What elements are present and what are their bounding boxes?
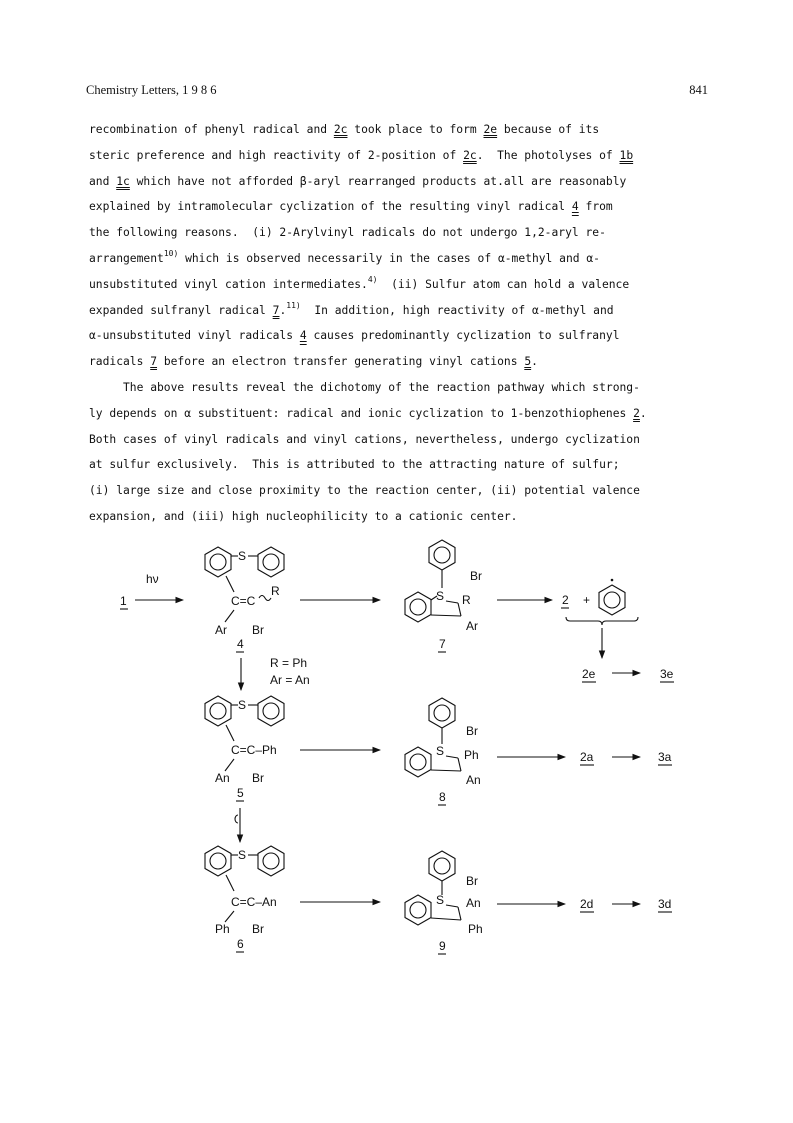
svg-text:S: S: [436, 893, 445, 907]
text-line: steric preference and high reactivity of 2-position of 2c. The photolyses of 1b: [89, 148, 634, 162]
svg-text:An: An: [466, 896, 481, 910]
svg-text:Ph: Ph: [468, 922, 483, 936]
svg-text:S: S: [238, 698, 247, 712]
text-line: The above results reveal the dichotomy of the reaction pathway which strong-: [123, 380, 640, 394]
text-line: recombination of phenyl radical and 2c took place to form 2e because of its: [89, 123, 600, 136]
benzene-ring-icon: [205, 547, 231, 577]
compound-3d-label: 3d: [658, 897, 672, 911]
svg-text:Ar = An: Ar = An: [270, 673, 310, 687]
svg-text:Br: Br: [252, 922, 264, 936]
svg-text:Br: Br: [252, 771, 264, 785]
svg-text:2: 2: [562, 593, 569, 607]
compound-1-label: 1: [120, 594, 127, 608]
compound-5-label: 5: [237, 786, 244, 800]
compound-2e-label: 2e: [582, 667, 596, 681]
benzene-ring-icon: [258, 696, 284, 726]
svg-text:+: +: [583, 593, 591, 607]
svg-text:S: S: [238, 549, 247, 563]
hv-label: hν: [146, 572, 159, 586]
compound-4-label: 4: [237, 637, 244, 651]
page-number: 841: [689, 83, 708, 97]
text-line: radicals 7 before an electron transfer generating vinyl cations 5.: [89, 355, 538, 369]
vinyl-cation: C=C–An: [231, 895, 277, 909]
svg-text:Ph: Ph: [464, 748, 479, 762]
text-line: the following reasons. (i) 2-Arylvinyl radicals do not undergo 1,2-aryl re-: [89, 226, 606, 240]
svg-text:An: An: [215, 771, 230, 785]
text-line: α-unsubstituted vinyl radicals 4 causes predominantly cyclization to sulfranyl: [89, 329, 620, 343]
phenyl-radical-icon: [599, 585, 625, 615]
svg-text:R: R: [462, 593, 471, 607]
compound-9-label: 9: [439, 939, 446, 953]
svg-text:An: An: [466, 773, 481, 787]
text-line: at sulfur exclusively. This is attributed to the attracting nature of sulfur;: [89, 458, 620, 472]
text-line: and 1c which have not afforded β-aryl rearranged products at.all are reasonably: [89, 174, 627, 188]
text-line: (i) large size and close proximity to the reaction center, (ii) potential valence: [89, 484, 640, 498]
vinyl-cation: C=C–Ph: [231, 743, 277, 757]
benzene-ring-icon: [258, 547, 284, 577]
svg-text:R = Ph: R = Ph: [270, 656, 308, 670]
text-line: expansion, and (iii) high nucleophilicity to a cationic center.: [89, 509, 518, 523]
compound-7-label: 7: [439, 637, 446, 651]
svg-text:Br: Br: [466, 874, 478, 888]
svg-text:Br: Br: [252, 623, 264, 637]
benzene-ring-icon: [405, 592, 431, 622]
svg-text:S: S: [238, 848, 247, 862]
svg-text:Br: Br: [466, 724, 478, 738]
compound-2d-label: 2d: [580, 897, 594, 911]
citation: 4): [367, 274, 378, 284]
compound-8-label: 8: [439, 790, 446, 804]
svg-text:S: S: [436, 744, 445, 758]
compound-6-label: 6: [237, 937, 244, 951]
svg-text:Ph: Ph: [215, 922, 230, 936]
text-line: arrangement$^{10)}$ which is observed necessarily in the cases of α-methyl and α-: [89, 248, 600, 265]
benzene-ring-icon: [429, 540, 455, 570]
text-line: ly depends on α substituent: radical and ionic cyclization to 1-benzothiophenes 2.: [89, 406, 647, 420]
compound-3a-label: 3a: [658, 750, 672, 764]
compound-2a-label: 2a: [580, 750, 594, 764]
svg-text:Ar: Ar: [215, 623, 227, 637]
benzene-ring-icon: [258, 846, 284, 876]
text-line: explained by intramolecular cyclization of the resulting vinyl radical 4 from: [89, 200, 613, 214]
text-line: unsubstituted vinyl cation intermediates.$^{4)}$ (ii) Sulfur atom can hold a valence: [89, 274, 630, 291]
benzene-ring-icon: [205, 846, 231, 876]
benzene-ring-icon: [429, 851, 455, 881]
vinyl-cc: C=C: [231, 594, 256, 608]
citation: 10): [163, 248, 179, 258]
benzene-ring-icon: [205, 696, 231, 726]
svg-text:Br: Br: [470, 569, 482, 583]
compound-3e-label: 3e: [660, 667, 674, 681]
citation: 11): [286, 300, 301, 310]
svg-text:Ar: Ar: [466, 619, 478, 633]
benzene-ring-icon: [405, 895, 431, 925]
benzene-ring-icon: [429, 698, 455, 728]
journal-name: Chemistry Letters, 1 9 8 6: [86, 83, 217, 97]
svg-text:R: R: [271, 584, 280, 598]
benzene-ring-icon: [405, 747, 431, 777]
text-line: Both cases of vinyl radicals and vinyl cations, nevertheless, undergo cyclization: [89, 432, 640, 446]
svg-text:S: S: [436, 589, 445, 603]
text-line: expanded sulfranyl radical 7.$^{11)}$ In addition, high reactivity of α-methyl and: [89, 300, 614, 317]
